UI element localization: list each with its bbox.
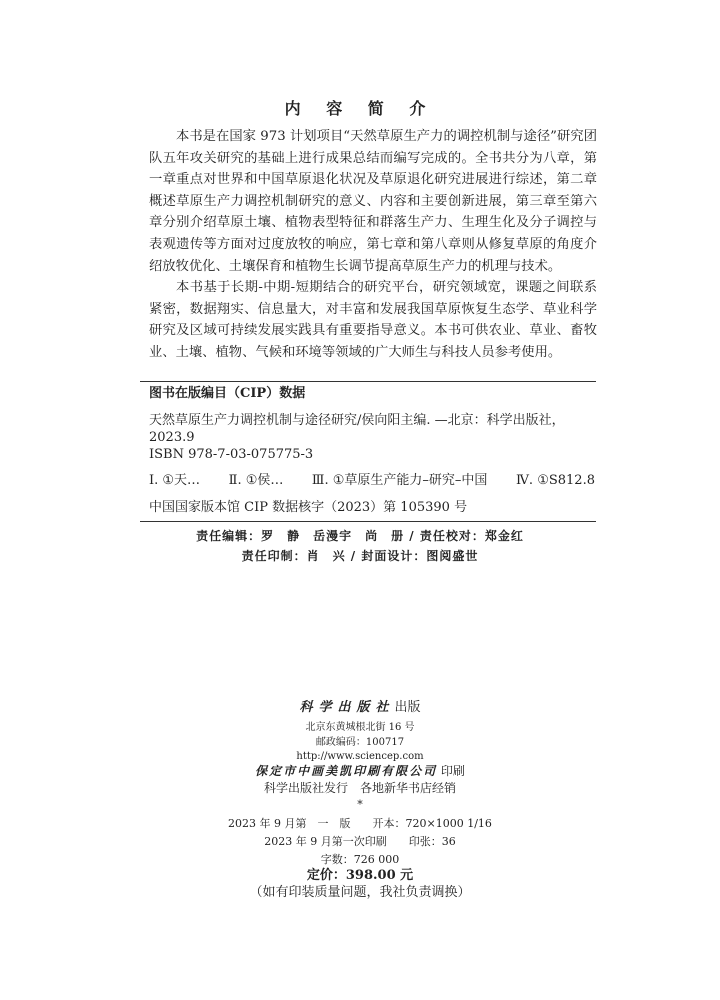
staff-line-2: 责任印制：肖 兴 / 封面设计：图阅盛世 bbox=[241, 549, 479, 563]
distribution-line: 科学出版社发行 各地新华书店经销 bbox=[263, 781, 456, 795]
cip-check-number: 中国国家版本馆 CIP 数据核字（2023）第 105390 号 bbox=[149, 500, 468, 515]
publisher-suffix: 出版 bbox=[394, 700, 421, 715]
cip-title-line: 天然草原生产力调控机制与途径研究/侯向阳主编. —北京：科学出版社， bbox=[149, 413, 565, 428]
edition-line: 2023 年 9 月第 一 版 开本：720×1000 1/16 bbox=[228, 817, 492, 830]
cip-class-3: Ⅲ. ①草原生产能力–研究–中国 bbox=[311, 473, 488, 488]
publisher-postcode: 邮政编码：100717 bbox=[315, 737, 405, 748]
word-count: 字数：726 000 bbox=[320, 853, 400, 866]
cip-class-1: Ⅰ. ①天… bbox=[149, 473, 201, 488]
cip-classification bbox=[149, 472, 595, 490]
publisher-address: 北京东黄城根北街 16 号 bbox=[305, 722, 415, 733]
summary-body bbox=[149, 126, 597, 364]
cip-bottom-rule bbox=[140, 521, 596, 522]
quality-note: （如有印装质量问题，我社负责调换） bbox=[249, 885, 471, 900]
printer-suffix: 印刷 bbox=[440, 764, 465, 778]
staff-line-1: 责任编辑：罗 静 岳漫宇 尚 册 / 责任校对：郑金红 bbox=[196, 529, 524, 543]
printing-line: 2023 年 9 月第一次印刷 印张：36 bbox=[264, 835, 456, 848]
printer-name: 保定市中画美凯印刷有限公司 bbox=[255, 764, 438, 778]
price: 定价：398.00 元 bbox=[306, 868, 414, 883]
cip-top-rule bbox=[140, 381, 596, 382]
cip-class-4: Ⅳ. ①S812.8 bbox=[515, 473, 595, 488]
publisher-name-line bbox=[0, 700, 720, 715]
summary-paragraph-1: 本书是在国家 973 计划项目“天然草原生产力的调控机制与途径”研究团队五年攻关研究的基础上进行成果总结而编写完成的。全书共分为八章，第一章重点对世界和中国草原退化状况及草原退化研究进展进行综述，第二章概述草原生产力调控机制研究的意义、内容和主要创新进展，第三章至第六章分别介绍草原土壤、植物表型特征和群落生产力、生理生化及分子调控与表观遗传等方面对过度放牧的响应，第七章和第八章则从修复草原的角度介绍放牧优化、土壤保育和植物生长调节提高草原生产力的机理与技术。 bbox=[149, 129, 597, 274]
cip-title: 图书在版编目（CIP）数据 bbox=[149, 386, 306, 401]
separator-star: * bbox=[357, 798, 363, 811]
summary-paragraph-2: 本书基于长期-中期-短期结合的研究平台，研究领域宽，课题之间联系紧密，数据翔实、信息量大，对丰富和发展我国草原恢复生态学、草业科学研究及区域可持续发展实践具有重要指导意义。本书可供农业、草业、畜牧业、土壤、植物、气候和环境等领域的广大师生与科技人员参考使用。 bbox=[149, 280, 597, 360]
summary-title: 内 容 简 介 bbox=[284, 99, 436, 118]
publisher-name: 科学出版社 bbox=[299, 700, 395, 715]
printer-line bbox=[0, 764, 720, 779]
cip-isbn: ISBN 978-7-03-075775-3 bbox=[149, 447, 314, 462]
cip-date-line: 2023.9 bbox=[149, 430, 195, 445]
cip-class-2: Ⅱ. ①侯… bbox=[228, 473, 284, 488]
publisher-url: http://www.sciencep.com bbox=[296, 751, 424, 762]
